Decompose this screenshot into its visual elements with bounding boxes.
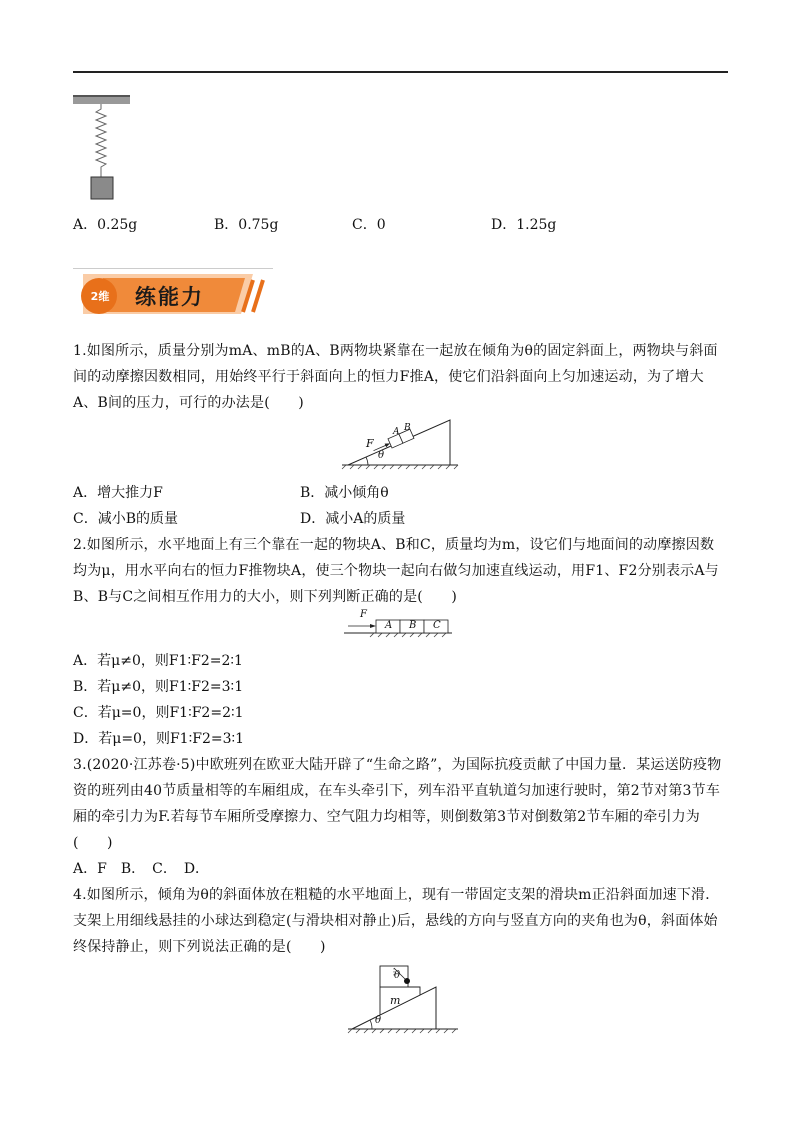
q2-option-c: C．若μ=0，则F1∶F2=2∶1 — [73, 705, 244, 721]
top-rule — [73, 71, 728, 73]
q4-incline-figure — [346, 962, 458, 1034]
q2-label-force: F — [360, 609, 367, 620]
q2-text: 2.如图所示，水平地面上有三个靠在一起的物块A、B和C，质量均为m，设它们与地面间的动摩擦因数均为μ，用水平向右的恒力F推物块A，使三个物块一起向右做匀加速直线运动，用F1、F2分别表示A与B、B与C之间相互作用力的大小，则下列判断正确的是( ) — [73, 537, 719, 605]
spring-mass-figure — [73, 93, 133, 203]
q2-label-c: C — [433, 620, 441, 631]
choice-d: D．1.25g — [491, 217, 557, 233]
section-badge: 2维 — [90, 290, 110, 303]
q1-label-b: B — [404, 423, 411, 433]
choice-b: B．0.75g — [214, 217, 279, 233]
q4-text: 4.如图所示，倾角为θ的斜面体放在粗糙的水平地面上，现有一带固定支架的滑块m正沿斜面加速下滑．支架上用细线悬挂的小球达到稳定(与滑块相对静止)后，悬线的方向与竖直方向的夹角也为θ，斜面体始终保持静止，则下列说法正确的是( ) — [73, 887, 720, 955]
q2-label-a: A — [385, 620, 393, 631]
q3-text: 3.(2020·江苏卷·5)中欧班列在欧亚大陆开辟了“生命之路”，为国际抗疫贡献了中国力量．某运送防疫物资的班列由40节质量相等的车厢组成，在车头牵引下，列车沿平直轨道匀加速行驶时，第2节对第3节车厢的牵引力为F.若每节车厢所受摩擦力、空气阻力均相等，则倒数第3节对倒数第2节车厢的牵引力为( ) — [73, 757, 722, 851]
q1-option-a: A．增大推力F — [73, 485, 163, 501]
q4-label-angle-top: θ — [394, 970, 401, 981]
ceiling — [73, 96, 130, 104]
q1-option-c: C．减小B的质量 — [73, 511, 178, 527]
q4-label-mass: m — [390, 994, 401, 1007]
q1-option-d: D．减小A的质量 — [300, 511, 406, 527]
section-title: 练能力 — [135, 285, 204, 309]
q2-option-b: B．若μ≠0，则F1∶F2=3∶1 — [73, 679, 244, 695]
q2-option-a: A．若μ≠0，则F1∶F2=2∶1 — [73, 653, 243, 669]
choice-a: A．0.25g — [73, 217, 138, 233]
q1-label-angle: θ — [378, 450, 385, 461]
q1-option-b: B．减小倾角θ — [300, 485, 389, 501]
q2-label-b: B — [409, 620, 417, 631]
choice-c: C．0 — [352, 217, 386, 233]
spring — [96, 104, 106, 177]
q1-label-a: A — [393, 427, 400, 437]
q1-label-force: F — [366, 437, 374, 450]
q4-label-angle-bottom: θ — [375, 1015, 382, 1026]
q1-incline-figure — [340, 418, 460, 470]
q1-text: 1.如图所示，质量分别为mA、mB的A、B两物块紧靠在一起放在倾角为θ的固定斜面上，两物块与斜面间的动摩擦因数相同，用始终平行于斜面向上的恒力F推A，使它们沿斜面向上匀加速运动，为了增大A、B间的压力，可行的办法是( ) — [73, 343, 718, 411]
q3-options: A．F B． C． D． — [73, 861, 210, 877]
q2-option-d: D．若μ=0，则F1∶F2=3∶1 — [73, 731, 245, 747]
hanging-block — [91, 177, 113, 199]
